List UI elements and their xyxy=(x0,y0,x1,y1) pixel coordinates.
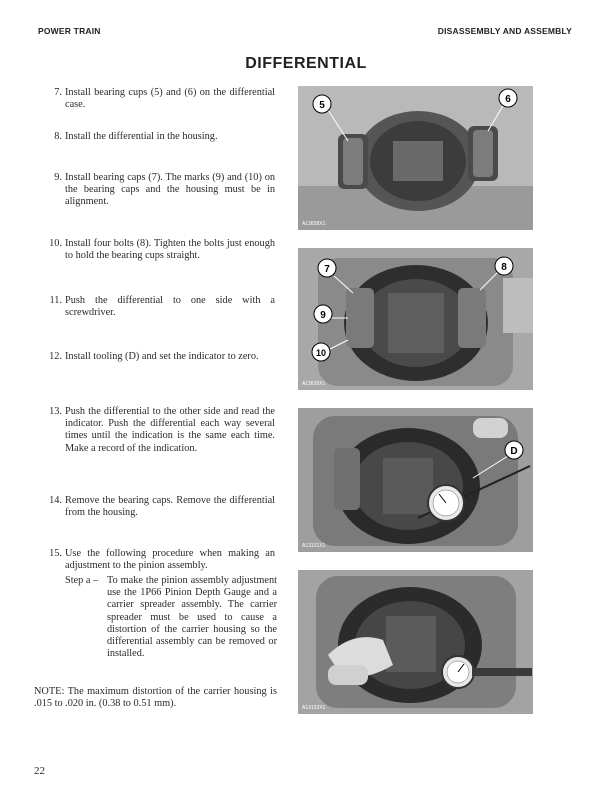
step-number: 12. xyxy=(49,351,62,362)
step-text: Use the following procedure when making an adjustment to the pinion assembly. xyxy=(65,548,275,572)
step-text: Install bearing caps (7). The marks (9) and (10) on the bearing caps and the housing must be in alignment. xyxy=(65,172,275,208)
callout-6-label: 6 xyxy=(505,94,511,105)
step-13 xyxy=(40,406,275,455)
callout-8 xyxy=(495,257,513,275)
photo-pinion-gauge xyxy=(298,570,533,714)
callout-10-label: 10 xyxy=(315,348,327,358)
running-header-chapter: DISASSEMBLY AND ASSEMBLY xyxy=(437,26,572,36)
step-number: 7. xyxy=(54,87,62,98)
photo-id: A13839X1 xyxy=(302,381,326,387)
substep-text: To make the pinion assembly adjustment use the 1P66 Pinion Depth Gauge and a carrier spreader assembly. The carrier spreader must be used to cause a distortion of the carrier housing so the differential assembly can be removed or installed. xyxy=(107,575,277,660)
note-text: NOTE: The maximum distortion of the carrier housing is .015 to .020 in. (0.38 to 0.51 mm). xyxy=(34,686,277,710)
step-number: 9. xyxy=(54,172,62,183)
step-7 xyxy=(40,87,275,111)
running-header-section: POWER TRAIN xyxy=(38,26,101,36)
callout-5 xyxy=(313,95,331,113)
step-number: 8. xyxy=(54,131,62,142)
callout-6 xyxy=(499,89,517,107)
callout-d-label: D xyxy=(510,446,518,457)
callout-5-label: 5 xyxy=(319,100,325,111)
callout-7-label: 7 xyxy=(324,264,330,275)
step-text: Push the differential to one side with a screwdriver. xyxy=(65,295,275,319)
callout-9 xyxy=(314,305,332,323)
step-9 xyxy=(40,172,275,209)
step-text: Install tooling (D) and set the indicator to zero. xyxy=(65,351,259,362)
page-title: DIFFERENTIAL xyxy=(245,55,367,72)
step-number: 13. xyxy=(49,406,62,417)
step-text: Install four bolts (8). Tighten the bolts just enough to hold the bearing cups straight. xyxy=(65,238,275,262)
step-number: 11. xyxy=(49,295,62,306)
step-8 xyxy=(40,131,275,143)
callout-d xyxy=(505,441,523,459)
page-number: 22 xyxy=(34,765,45,777)
callout-8-label: 8 xyxy=(501,262,507,273)
step-15 xyxy=(40,548,275,572)
photo-bearing-cups xyxy=(298,86,533,230)
photo-bearing-caps xyxy=(298,248,533,390)
callout-9-label: 9 xyxy=(320,310,326,321)
step-12 xyxy=(40,351,275,363)
step-text: Push the differential to the other side and read the indicator. Push the differential each way several times until the indication is the same each time. Make a record of the indication. xyxy=(65,406,275,454)
step-number: 15. xyxy=(49,548,62,559)
callout-10 xyxy=(312,343,330,361)
step-11 xyxy=(40,295,275,319)
substep-label: Step a – xyxy=(65,575,99,586)
callout-7 xyxy=(318,259,336,277)
photo-id: A13838X1 xyxy=(302,221,326,227)
step-number: 14. xyxy=(49,495,62,506)
step-text: Install bearing cups (5) and (6) on the differential case. xyxy=(65,87,275,111)
step-text: Install the differential in the housing. xyxy=(65,131,218,142)
photo-dial-indicator xyxy=(298,408,533,552)
photo-id: A13132X1 xyxy=(302,705,326,711)
photo-id: A13131X1 xyxy=(302,543,326,549)
step-10 xyxy=(40,238,275,262)
step-14 xyxy=(40,495,275,519)
step-text: Remove the bearing caps. Remove the differential from the housing. xyxy=(65,495,275,519)
step-number: 10. xyxy=(49,238,62,249)
step-15-a xyxy=(65,575,277,660)
